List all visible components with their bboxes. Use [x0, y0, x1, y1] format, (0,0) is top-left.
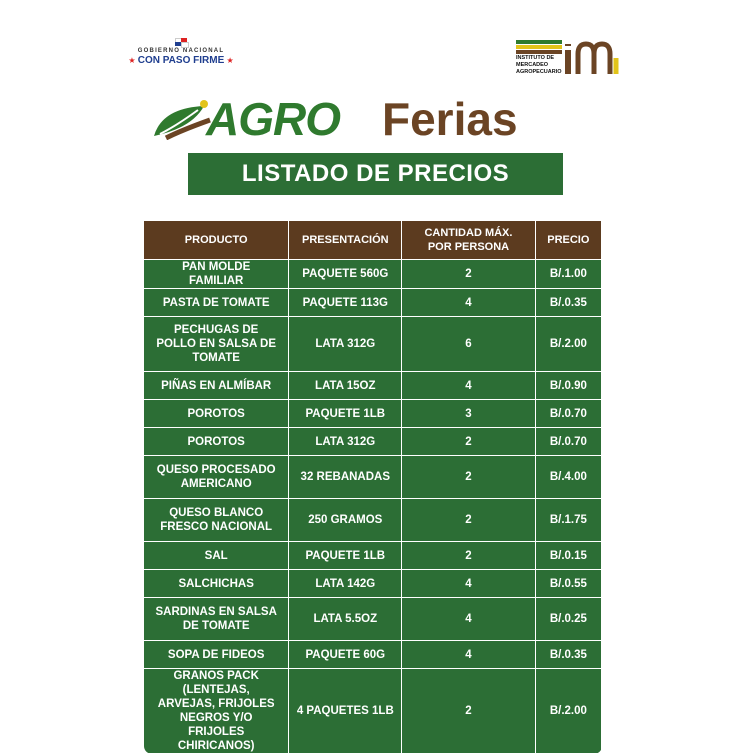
gobierno-nacional-logo [126, 38, 236, 66]
table-row [144, 372, 602, 400]
header-producto: PRODUCTO [144, 221, 289, 260]
cell-producto: POROTOS [144, 428, 289, 456]
cell-producto: QUESO BLANCO FRESCO NACIONAL [144, 499, 289, 542]
table-row [144, 499, 602, 542]
cell-cantidad: 2 [402, 542, 535, 570]
cell-producto: QUESO PROCESADO AMERICANO [144, 456, 289, 499]
cell-presentacion: PAQUETE 1LB [289, 542, 402, 570]
cell-precio: B/.1.00 [535, 260, 601, 289]
cell-producto: PASTA DE TOMATE [144, 289, 289, 317]
ima-logo [516, 40, 624, 80]
agroferias-logo [152, 94, 582, 144]
cell-presentacion: LATA 5.5OZ [289, 598, 402, 641]
cell-producto: SAL [144, 542, 289, 570]
table-header-row [144, 221, 602, 260]
cell-precio: B/.0.15 [535, 542, 601, 570]
table-row [144, 542, 602, 570]
cell-cantidad: 6 [402, 317, 535, 372]
cell-producto: GRANOS PACK (LENTEJAS, ARVEJAS, FRIJOLES NEGROS Y/O FRIJOLES CHIRICANOS) [144, 669, 289, 754]
logo-ferias: Ferias [382, 93, 518, 145]
table-row [144, 570, 602, 598]
cell-precio: B/.0.70 [535, 400, 601, 428]
table-row [144, 456, 602, 499]
header-precio: PRECIO [535, 221, 601, 260]
table-row [144, 260, 602, 289]
gov-line2: ★ CON PASO FIRME ★ [128, 55, 234, 66]
cell-cantidad: 4 [402, 570, 535, 598]
cell-presentacion: LATA 312G [289, 428, 402, 456]
cell-producto: SOPA DE FIDEOS [144, 641, 289, 669]
cell-precio: B/.4.00 [535, 456, 601, 499]
cell-precio: B/.1.75 [535, 499, 601, 542]
cell-producto: PIÑAS EN ALMÍBAR [144, 372, 289, 400]
cell-presentacion: LATA 142G [289, 570, 402, 598]
cell-precio: B/.2.00 [535, 317, 601, 372]
cell-precio: B/.0.35 [535, 289, 601, 317]
gov-line1: GOBIERNO NACIONAL [137, 48, 225, 54]
cell-precio: B/.0.70 [535, 428, 601, 456]
cell-cantidad: 2 [402, 260, 535, 289]
cell-presentacion: LATA 312G [289, 317, 402, 372]
cell-presentacion: 32 REBANADAS [289, 456, 402, 499]
header-presentacion: PRESENTACIÓN [289, 221, 402, 260]
cell-cantidad: 2 [402, 428, 535, 456]
cell-cantidad: 3 [402, 400, 535, 428]
cell-presentacion: 250 GRAMOS [289, 499, 402, 542]
cell-cantidad: 4 [402, 289, 535, 317]
header-cantidad: CANTIDAD MÁX. POR PERSONA [402, 221, 535, 260]
cell-cantidad: 2 [402, 669, 535, 754]
table-row [144, 317, 602, 372]
cell-presentacion: PAQUETE 560G [289, 260, 402, 289]
cell-cantidad: 4 [402, 598, 535, 641]
cell-presentacion: 4 PAQUETES 1LB [289, 669, 402, 754]
cell-producto: PAN MOLDE FAMILIAR [144, 260, 289, 289]
cell-producto: SARDINAS EN SALSA DE TOMATE [144, 598, 289, 641]
cell-precio: B/.0.90 [535, 372, 601, 400]
panama-flag-icon [175, 38, 187, 46]
table-row [144, 669, 602, 754]
cell-precio: B/.0.55 [535, 570, 601, 598]
ima-stripes-icon [516, 40, 562, 53]
logo-agro: AGRO [206, 93, 340, 145]
cell-producto: SALCHICHAS [144, 570, 289, 598]
cell-presentacion: PAQUETE 113G [289, 289, 402, 317]
page-title: LISTADO DE PRECIOS [188, 153, 563, 195]
table-body [144, 260, 602, 754]
cell-cantidad: 4 [402, 372, 535, 400]
cell-producto: PECHUGAS DE POLLO EN SALSA DE TOMATE [144, 317, 289, 372]
cell-cantidad: 2 [402, 499, 535, 542]
cell-presentacion: LATA 15OZ [289, 372, 402, 400]
cell-producto: POROTOS [144, 400, 289, 428]
leaf-icon [152, 100, 212, 140]
cell-precio: B/.0.25 [535, 598, 601, 641]
cell-presentacion: PAQUETE 60G [289, 641, 402, 669]
cell-presentacion: PAQUETE 1LB [289, 400, 402, 428]
table-row [144, 641, 602, 669]
cell-cantidad: 2 [402, 456, 535, 499]
price-table [143, 220, 602, 754]
table-row [144, 598, 602, 641]
ima-text: INSTITUTO DE MERCADEO AGROPECUARIO [516, 55, 562, 75]
table-row [144, 400, 602, 428]
table-row [144, 289, 602, 317]
cell-cantidad: 4 [402, 641, 535, 669]
table-row [144, 428, 602, 456]
cell-precio: B/.0.35 [535, 641, 601, 669]
ima-letters-icon [564, 40, 624, 76]
cell-precio: B/.2.00 [535, 669, 601, 754]
